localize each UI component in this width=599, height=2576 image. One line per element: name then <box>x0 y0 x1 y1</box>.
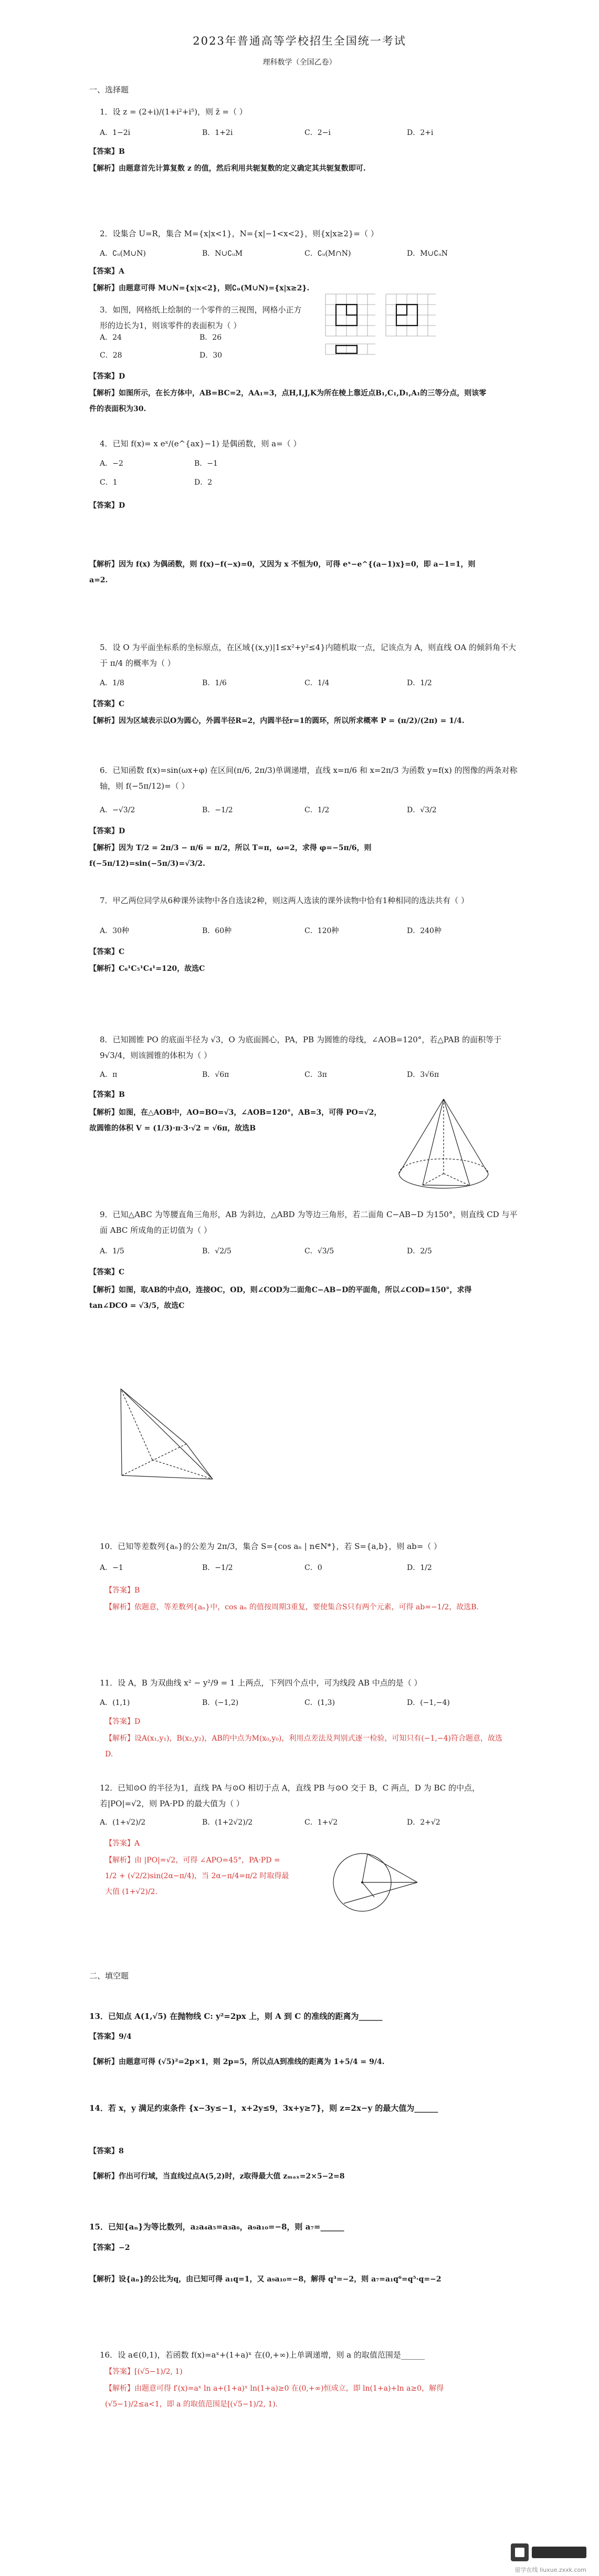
exam-subtitle: 理科数学（全国乙卷） <box>262 58 337 67</box>
explanation-3: 【解析】如图所示，在长方体中，AB=BC=2，AA₁=3，点H,I,J,K为所在棱上靠近点B₁,C₁,D₁,A₁的三等分点，则该零件的表面积为30. <box>89 389 487 413</box>
option-c: C．1 <box>100 478 118 487</box>
option-a: A．π <box>100 1071 118 1079</box>
answer-4: 【答案】D <box>89 501 125 510</box>
option-d: D．30 <box>199 351 223 360</box>
option-b: B．(1+2√2)/2 <box>202 1818 253 1827</box>
explanation-5: 【解析】因为区域表示以O为圆心，外圆半径R=2，内圆半径r=1的圆环，所以所求概率 P = (π/2)/(2π) = 1/4. <box>89 717 465 725</box>
section-choice-heading: 一、选择题 <box>89 85 129 95</box>
question-12-options <box>100 1817 509 1827</box>
explanation-6: 【解析】因为 T/2 = 2π/3 − π/6 = π/2，所以 T=π，ω=2，求得 φ=−5π/6，则 f(−5π/12)=sin(−5π/3)=√3/2. <box>89 844 372 868</box>
option-d: D．(−1,−4) <box>407 1699 450 1707</box>
option-c: C．√3/5 <box>304 1247 334 1255</box>
option-a: A．1/8 <box>100 679 124 687</box>
question-12: 12．已知⊙O 的半径为1，直线 PA 与⊙O 相切于点 A，直线 PB 与⊙O 交于 B，C 两点，D 为 BC 的中点，若|PO|=√2，则 PA·PD 的最大值为（ ） <box>100 1783 480 1808</box>
option-a: A．1/5 <box>100 1247 124 1255</box>
option-a: A．30种 <box>100 927 129 935</box>
question-11: 11．设 A，B 为双曲线 x² − y²/9 = 1 上两点，下列四个点中，可为线段 AB 中点的是（ ） <box>100 1678 422 1688</box>
answer-14: 【答案】8 <box>89 2147 124 2155</box>
explanation-13: 【解析】由题意可得 (√5)²=2p×1，则 2p=5，所以点A到准线的距离为 1+5/4 = 9/4. <box>89 2058 385 2066</box>
option-b: B．−1/2 <box>202 1564 233 1572</box>
option-d: D．1/2 <box>407 1564 432 1572</box>
exam-title: 2023年普通高等学校招生全国统一考试 <box>193 35 406 47</box>
option-a: A．−2 <box>100 459 123 468</box>
question-5-options <box>100 677 509 688</box>
option-d: D．M∪∁ᵤN <box>407 249 448 258</box>
option-a: A．−1 <box>100 1564 123 1572</box>
explanation-9: 【解析】如图，取AB的中点O，连接OC，OD，则∠COD为二面角C−AB−D的平面角，所以∠COD=150°，求得 tan∠DCO = √3/5，故选C <box>89 1286 472 1310</box>
option-b: B．(−1,2) <box>202 1699 239 1707</box>
option-a: A．24 <box>100 333 122 342</box>
answer-2: 【答案】A <box>89 267 124 276</box>
question-1-options <box>100 127 509 138</box>
option-c: C．1/2 <box>304 806 330 814</box>
option-b: B．N∪∁ᵤM <box>202 249 243 258</box>
answer-12: 【答案】A <box>105 1839 140 1848</box>
option-c: C．3π <box>304 1071 327 1079</box>
option-c: C．2−i <box>304 129 331 137</box>
option-d: D．√3/2 <box>407 806 437 814</box>
question-6: 6．已知函数 f(x)=sin(ωx+φ) 在区间(π/6, 2π/3)单调递增，直线 x=π/6 和 x=2π/3 为函数 y=f(x) 的图像的两条对称轴，则 f(−5π/12)=（ ） <box>100 766 518 791</box>
option-c: C．∁ᵤ(M∩N) <box>304 249 351 258</box>
answer-10: 【答案】B <box>105 1586 140 1595</box>
question-15: 15．已知{aₙ}为等比数列，a₂a₄a₅=a₃a₆，a₉a₁₀=−8，则 a₇=______ <box>89 2222 344 2232</box>
question-1: 1．设 z = (2+i)/(1+i²+i⁵)，则 z̄ =（ ） <box>100 107 247 117</box>
question-11-options <box>100 1697 509 1708</box>
explanation-12: 【解析】由 |PO|=√2，可得 ∠APO=45°，PA·PD = 1/2 + (√2/2)sin(2α−π/4)，当 2α−π/4=π/2 时取得最大值 (1+√2)/2. <box>105 1856 289 1896</box>
option-c: C．1/4 <box>304 679 330 687</box>
question-3: 3．如图，网格纸上绘制的一个零件的三视图，网格小正方形的边长为1，则该零件的表面积为（ ） <box>100 305 302 330</box>
option-a: A．(1+√2)/2 <box>100 1818 146 1827</box>
option-b: B．1+2i <box>202 129 233 137</box>
three-view-figure <box>323 291 438 357</box>
option-c: C．1+√2 <box>304 1818 338 1827</box>
question-13: 13．已知点 A(1,√5) 在抛物线 C: y²=2px 上，则 A 到 C 的准线的距离为______ <box>89 2012 383 2021</box>
answer-3: 【答案】D <box>89 372 125 381</box>
cone-figure <box>391 1095 496 1195</box>
tetrahedron-figure <box>110 1384 226 1489</box>
question-10-options <box>100 1562 509 1573</box>
option-a: A．∁ᵤ(M∪N) <box>100 249 146 258</box>
explanation-11: 【解析】设A(x₁,y₁)，B(x₂,y₂)，AB的中点为M(x₀,y₀)，利用点差法及判别式逐一检验，可知只有(−1,−4)符合题意，故选D. <box>105 1734 502 1758</box>
option-a: A．1−2i <box>100 129 131 137</box>
question-6-options <box>100 804 509 815</box>
question-7: 7．甲乙两位同学从6种课外读物中各自选读2种，则这两人选读的课外读物中恰有1种相同的选法共有（ ） <box>100 896 469 905</box>
option-d: D．240种 <box>407 927 442 935</box>
explanation-14: 【解析】作出可行域，当直线过点A(5,2)时，z取得最大值 zₘₐₓ=2×5−2=8 <box>89 2172 345 2181</box>
explanation-10: 【解析】依题意，等差数列{aₙ}中，cos aₙ 的值按周期3重复，要使集合S只有两个元素，可得 ab=−1/2，故选B. <box>105 1603 479 1611</box>
question-8-options <box>100 1069 509 1080</box>
option-c: C．28 <box>100 351 122 360</box>
option-d: D．3√6π <box>407 1071 439 1079</box>
question-5: 5．设 O 为平面坐标系的坐标原点，在区域{(x,y)|1≤x²+y²≤4}内随机取一点，记该点为 A，则直线 OA 的倾斜角不大于 π/4 的概率为（ ） <box>100 643 516 668</box>
option-a: A．(1,1) <box>100 1699 130 1707</box>
explanation-8: 【解析】如图，在△AOB中，AO=BO=√3，∠AOB=120°，AB=3，可得 PO=√2，故圆锥的体积 V = (1/3)·π·3·√2 = √6π，故选B <box>89 1108 382 1133</box>
question-16: 16．设 a∈(0,1)，若函数 f(x)=aˣ+(1+a)ˣ 在(0,+∞)上单调递增，则 a 的取值范围是______ <box>100 2350 425 2360</box>
option-b: B．−1/2 <box>202 806 233 814</box>
answer-6: 【答案】D <box>89 827 125 835</box>
question-2-options <box>100 248 509 258</box>
answer-1: 【答案】B <box>89 148 125 156</box>
question-14: 14．若 x，y 满足约束条件 {x−3y≤−1，x+2y≤9，3x+y≥7}，则 z=2x−y 的最大值为______ <box>89 2103 438 2113</box>
section-fill-heading: 二、填空题 <box>89 1971 129 1981</box>
question-10: 10．已知等差数列{aₙ}的公差为 2π/3，集合 S={cos aₙ | n∈N*}，若 S={a,b}，则 ab=（ ） <box>100 1542 442 1551</box>
answer-15: 【答案】−2 <box>89 2244 130 2252</box>
explanation-1: 【解析】由题意首先计算复数 z 的值，然后利用共轭复数的定义确定其共轭复数即可. <box>89 164 366 173</box>
explanation-15: 【解析】设{aₙ}的公比为q，由已知可得 a₁q=1，又 a₉a₁₀=−8，解得 q³=−2，则 a₇=a₁q⁶=q⁵·q=−2 <box>89 2275 442 2284</box>
circle-tangent-figure <box>328 1840 423 1924</box>
question-9: 9．已知△ABC 为等腰直角三角形，AB 为斜边，△ABD 为等边三角形，若二面角 C−AB−D 为150°，则直线 CD 与平面 ABC 所成角的正切值为（ ） <box>100 1210 518 1235</box>
option-b: B．√2/5 <box>202 1247 232 1255</box>
answer-11: 【答案】D <box>105 1718 141 1726</box>
option-b: B．√6π <box>202 1071 229 1079</box>
question-4: 4．已知 f(x)= x eˣ/(e^{ax}−1) 是偶函数，则 a=（ ） <box>100 439 301 448</box>
question-7-options <box>100 925 509 936</box>
option-c: C．120种 <box>304 927 339 935</box>
option-d: D．2 <box>194 478 213 487</box>
option-b: B．−1 <box>194 459 218 468</box>
option-c: C．(1,3) <box>304 1699 335 1707</box>
answer-9: 【答案】C <box>89 1268 125 1276</box>
explanation-2: 【解析】由题意可得 M∪N={x|x<2}，则∁ᵤ(M∪N)={x|x≥2}. <box>89 284 310 292</box>
option-d: D．1/2 <box>407 679 432 687</box>
watermark-text: 留学在线 liuxue.zxxk.com <box>514 2567 586 2573</box>
explanation-4: 【解析】因为 f(x) 为偶函数，则 f(x)−f(−x)=0，又因为 x 不恒为0，可得 eˣ−e^{(a−1)x}=0，即 a−1=1，则 a=2. <box>89 560 476 584</box>
explanation-7: 【解析】C₆¹C₅¹C₄¹=120，故选C <box>89 965 205 973</box>
watermark-logo <box>510 2541 589 2569</box>
option-b: B．60种 <box>202 927 232 935</box>
question-2: 2．设集合 U=R，集合 M={x|x<1}，N={x|−1<x<2}，则{x|x≥2}=（ ） <box>100 229 379 238</box>
question-3-options <box>100 332 299 360</box>
answer-5: 【答案】C <box>89 700 125 708</box>
question-8: 8．已知圆锥 PO 的底面半径为 √3，O 为底面圆心，PA，PB 为圆锥的母线，∠AOB=120°，若△PAB 的面积等于 9√3/4，则该圆锥的体积为（ ） <box>100 1035 502 1060</box>
option-b: B．1/6 <box>202 679 227 687</box>
option-c: C．0 <box>304 1564 322 1572</box>
option-b: B．26 <box>199 333 222 342</box>
option-d: D．2+√2 <box>407 1818 440 1827</box>
question-9-options <box>100 1245 509 1256</box>
answer-13: 【答案】9/4 <box>89 2033 132 2041</box>
question-4-options <box>100 458 289 487</box>
option-d: D．2+i <box>407 129 434 137</box>
answer-7: 【答案】C <box>89 948 125 956</box>
option-d: D．2/5 <box>407 1247 432 1255</box>
answer-8: 【答案】B <box>89 1091 125 1099</box>
answer-16: 【答案】[(√5−1)/2, 1) <box>105 2368 183 2376</box>
option-a: A．−√3/2 <box>100 806 135 814</box>
explanation-16: 【解析】由题意可得 f′(x)=aˣ ln a+(1+a)ˣ ln(1+a)≥0 在(0,+∞)恒成立，即 ln(1+a)+ln a≥0，解得 (√5−1)/2≤a<1，即 a 的取值范围是[(√5−1)/2, 1). <box>105 2384 444 2409</box>
